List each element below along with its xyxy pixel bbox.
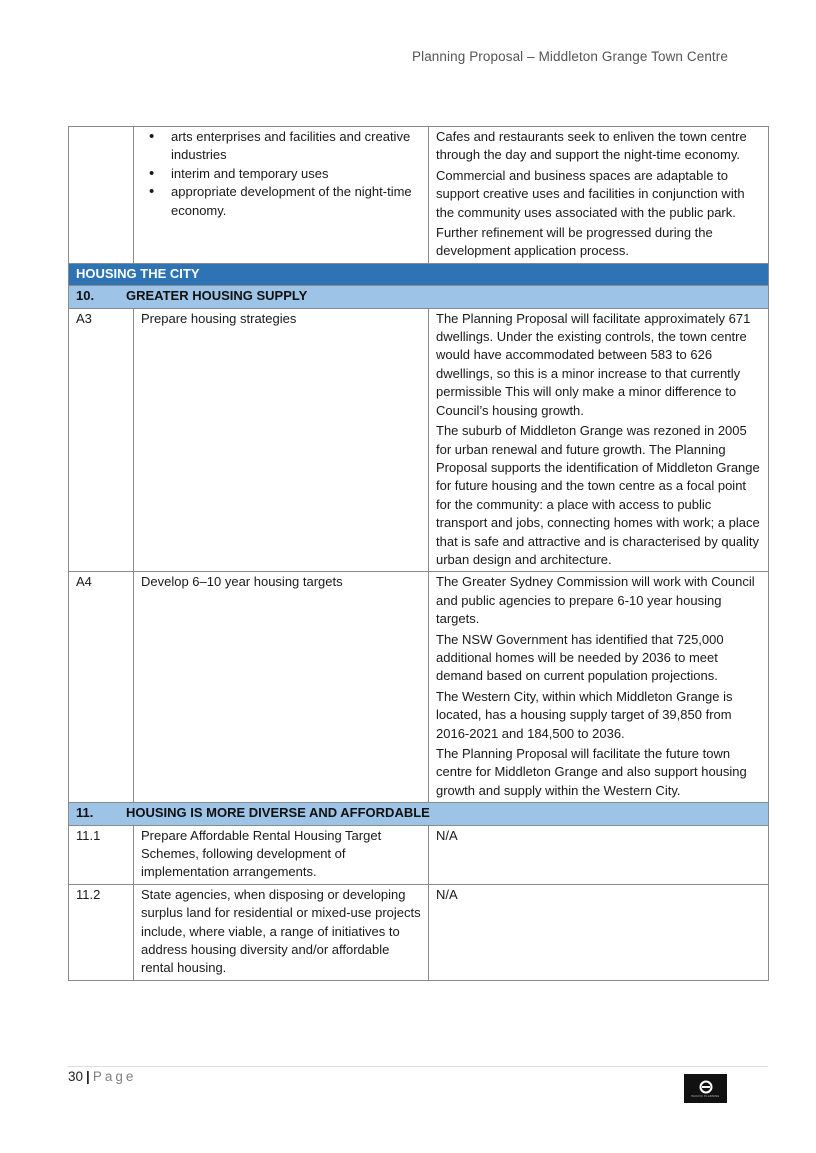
- table-row-11-1: [69, 825, 769, 884]
- cell-response: [429, 572, 769, 803]
- company-logo: [684, 1074, 727, 1103]
- table-row-11-2: [69, 884, 769, 980]
- list-item: • interim and temporary uses: [171, 165, 421, 183]
- subsection-title: HOUSING IS MORE DIVERSE AND AFFORDABLE: [126, 805, 430, 821]
- response-paragraph: The Planning Proposal will facilitate the future town centre for Middleton Grange and also support housing growth and supply within the Western City.: [436, 746, 747, 798]
- logo-text: PACIFIC PLANNING: [691, 1094, 720, 1098]
- table-row-a3: [69, 308, 769, 572]
- cell-action: Prepare Affordable Rental Housing Target Schemes, following development of implementation arrangements.: [134, 825, 429, 884]
- response-paragraph: Cafes and restaurants seek to enliven the town centre through the day and support the night-time economy.: [436, 129, 747, 163]
- response-paragraph: The Western City, within which Middleton Grange is located, has a housing supply target of 39,850 from 2016-2021 and 184,500 to 2036.: [436, 688, 733, 741]
- cell-response: N/A: [429, 825, 769, 884]
- logo-mark-icon: [699, 1080, 713, 1094]
- cell-action: [134, 127, 429, 264]
- subsection-header-11: [69, 803, 769, 825]
- page-header-title: Planning Proposal – Middleton Grange Town Centre: [412, 49, 728, 64]
- footer-divider: [68, 1066, 768, 1067]
- table-row-a4: [69, 572, 769, 803]
- strategy-table: [68, 126, 769, 981]
- response-paragraph: The NSW Government has identified that 725,000 additional homes will be needed by 2036 to meet demand based on current population projections.: [436, 631, 724, 684]
- subsection-header-row: [69, 803, 769, 825]
- response-paragraph: The suburb of Middleton Grange was rezoned in 2005 for urban renewal and future growth. The Planning Proposal supports the identification of Middleton Grange for future housing and the town centre as a focal point for the community: a place with access to public transport and jobs, connecting homes with work; a place that is safe and attractive and is characterised by quality urban design and architecture.: [436, 423, 760, 567]
- response-paragraph: Further refinement will be progressed during the development application process.: [436, 225, 713, 259]
- cell-response: [429, 127, 769, 264]
- cell-id: 11.1: [69, 825, 134, 884]
- page-number: [68, 1069, 136, 1084]
- section-header-row: [69, 263, 769, 285]
- cell-id: 11.2: [69, 884, 134, 980]
- page-number-value: 30: [68, 1069, 84, 1084]
- subsection-header-row: [69, 286, 769, 308]
- response-paragraph: The Planning Proposal will facilitate approximately 671 dwellings. Under the existing controls, the town centre would have accommodated between 583 to 626 dwellings, so this is a minor increase to that currently permissible This will only make a minor difference to Council’s housing growth.: [436, 310, 751, 418]
- subsection-number: 10.: [76, 288, 95, 304]
- cell-action: State agencies, when disposing or developing surplus land for residential or mixed-use projects include, where viable, a range of initiatives to address housing diversity and/or affordable rental housing.: [134, 884, 429, 980]
- table-row-continuation: [69, 127, 769, 264]
- cell-id: A4: [69, 572, 134, 803]
- subsection-number: 11.: [76, 805, 94, 821]
- section-title: HOUSING THE CITY: [69, 263, 769, 285]
- response-paragraph: The Greater Sydney Commission will work with Council and public agencies to prepare 6-10 year housing targets.: [436, 574, 755, 627]
- list-item: • appropriate development of the night-time economy.: [171, 183, 421, 220]
- cell-id-empty: [69, 127, 134, 264]
- cell-response: [429, 308, 769, 572]
- cell-action: Prepare housing strategies: [134, 308, 429, 572]
- subsection-title: GREATER HOUSING SUPPLY: [126, 288, 308, 304]
- list-item: • arts enterprises and facilities and creative industries: [171, 128, 421, 165]
- cell-id: A3: [69, 308, 134, 572]
- page-separator: |: [86, 1069, 90, 1084]
- cell-response: N/A: [429, 884, 769, 980]
- response-paragraph: Commercial and business spaces are adaptable to support creative uses and facilities in conjunction with the community uses associated with the public park.: [436, 167, 745, 220]
- page-word: Page: [92, 1069, 137, 1084]
- cell-action: Develop 6–10 year housing targets: [134, 572, 429, 803]
- subsection-header-10: [69, 286, 769, 308]
- bullet-list: [141, 128, 421, 220]
